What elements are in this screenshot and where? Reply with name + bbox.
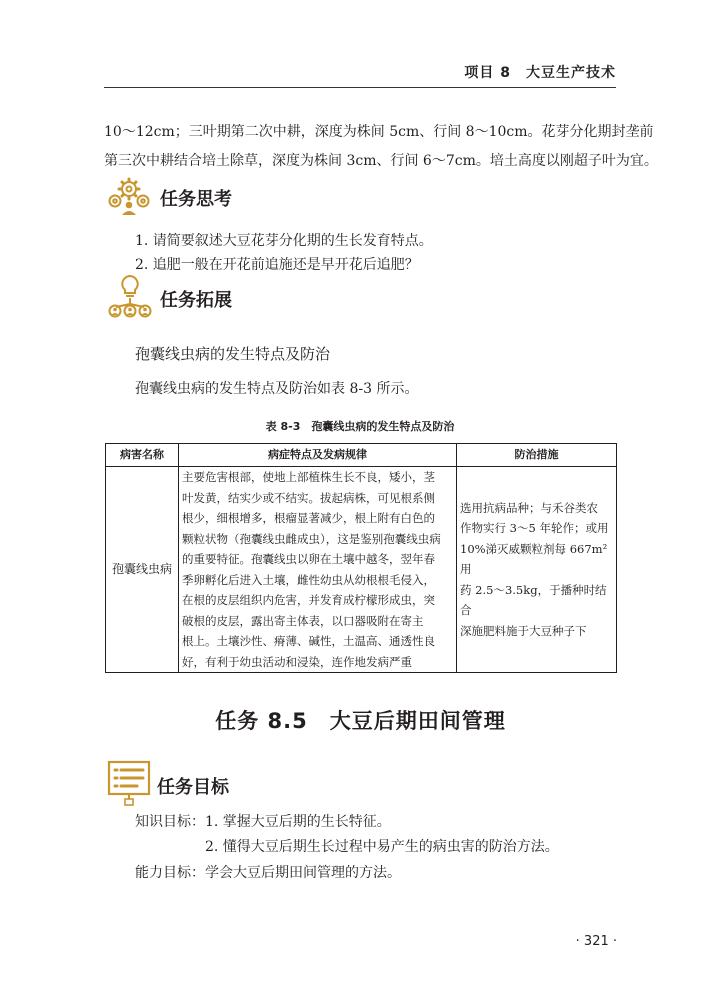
page-number: · 321 · [575,934,617,949]
table-reference-paragraph: 孢囊线虫病的发生特点及防治如表 8-3 所示。 [135,381,419,397]
thinking-item: 1. 请简要叙述大豆花芽分化期的生长发育特点。 [135,233,433,249]
disease-table [105,443,617,673]
extension-heading: 任务拓展 [160,290,232,311]
header-rule [104,87,616,88]
symptom-line: 根少，细根增多，根瘤显著减少，根上附有白色的 [182,511,435,525]
ability-text: 学会大豆后期田间管理的方法。 [205,865,401,881]
symptom-line: 颗粒状物（孢囊线虫雌成虫），这是鉴别孢囊线虫病 [182,531,441,546]
table-caption: 表 8-3 孢囊线虫病的发生特点及防治 [265,420,455,433]
symptom-line: 破根的皮层，露出寄主体表，以口器吸附在寄主 [182,613,424,628]
task-title: 任务 8.5 大豆后期田间管理 [215,709,506,733]
intro-paragraph [104,118,658,176]
disease-subheading: 孢囊线虫病的发生特点及防治 [135,345,331,363]
symptoms-cell [179,467,457,673]
control-line: 药 2.5～3.5kg，于播种时结合 [460,582,607,618]
symptom-line: 根上。土壤沙性、瘠薄、碱性，土温高、通透性良 [182,634,435,648]
presentation-board-icon [107,760,151,806]
intro-line: 10～12cm；三叶期第二次中耕，深度为株间 5cm、行间 8～10cm。花芽分化期封垄前 [104,124,654,140]
table-row [106,467,617,673]
intro-line: 第三次中耕结合培土除草，深度为株间 3cm、行间 6～7cm。培土高度以刚超子叶为宜。 [104,153,658,169]
table-header-row [106,444,617,467]
disease-name-cell: 孢囊线虫病 [106,467,179,673]
control-line: 作物实行 3～5 年轮作；或用 [460,521,609,536]
control-line: 选用抗病品种；与禾谷类农 [460,500,598,515]
knowledge-item: 2. 懂得大豆后期生长过程中易产生的病虫害的防治方法。 [205,839,559,855]
ability-label: 能力目标： [135,865,205,881]
symptom-line: 的重要特征。孢囊线虫以卵在土壤中越冬，翌年春 [182,552,435,566]
control-cell [457,467,617,673]
header-disease-name: 病害名称 [106,444,179,467]
control-line: 10%涕灭威颗粒剂每 667m² 用 [460,541,608,577]
header-symptoms: 病症特点及发病规律 [179,444,457,467]
gears-person-icon [104,176,154,216]
thinking-item: 2. 追肥一般在开花前追施还是早开花后追肥？ [135,257,419,273]
thinking-heading: 任务思考 [160,189,232,210]
knowledge-label: 知识目标： [135,814,205,830]
symptom-line: 在根的皮层组织内危害，并发育成柠檬形成虫，突 [182,593,435,607]
symptom-line: 好，有利于幼虫活动和浸染，连作地发病严重 [182,654,412,669]
knowledge-item: 1. 掌握大豆后期的生长特征。 [205,814,391,830]
lightbulb-network-icon [106,272,154,318]
running-head: 项目 8 大豆生产技术 [464,65,616,81]
symptom-line: 叶发黄，结实少或不结实。拔起病株，可见根系侧 [182,490,435,505]
objectives-heading: 任务目标 [157,777,229,798]
symptom-line: 主要危害根部，使地上部植株生长不良，矮小，茎 [182,470,435,484]
header-control: 防治措施 [457,444,617,467]
control-line: 深施肥料施于大豆种子下 [460,623,587,638]
symptom-line: 季卵孵化后进入土壤，雌性幼虫从幼根根毛侵入， [182,572,435,587]
